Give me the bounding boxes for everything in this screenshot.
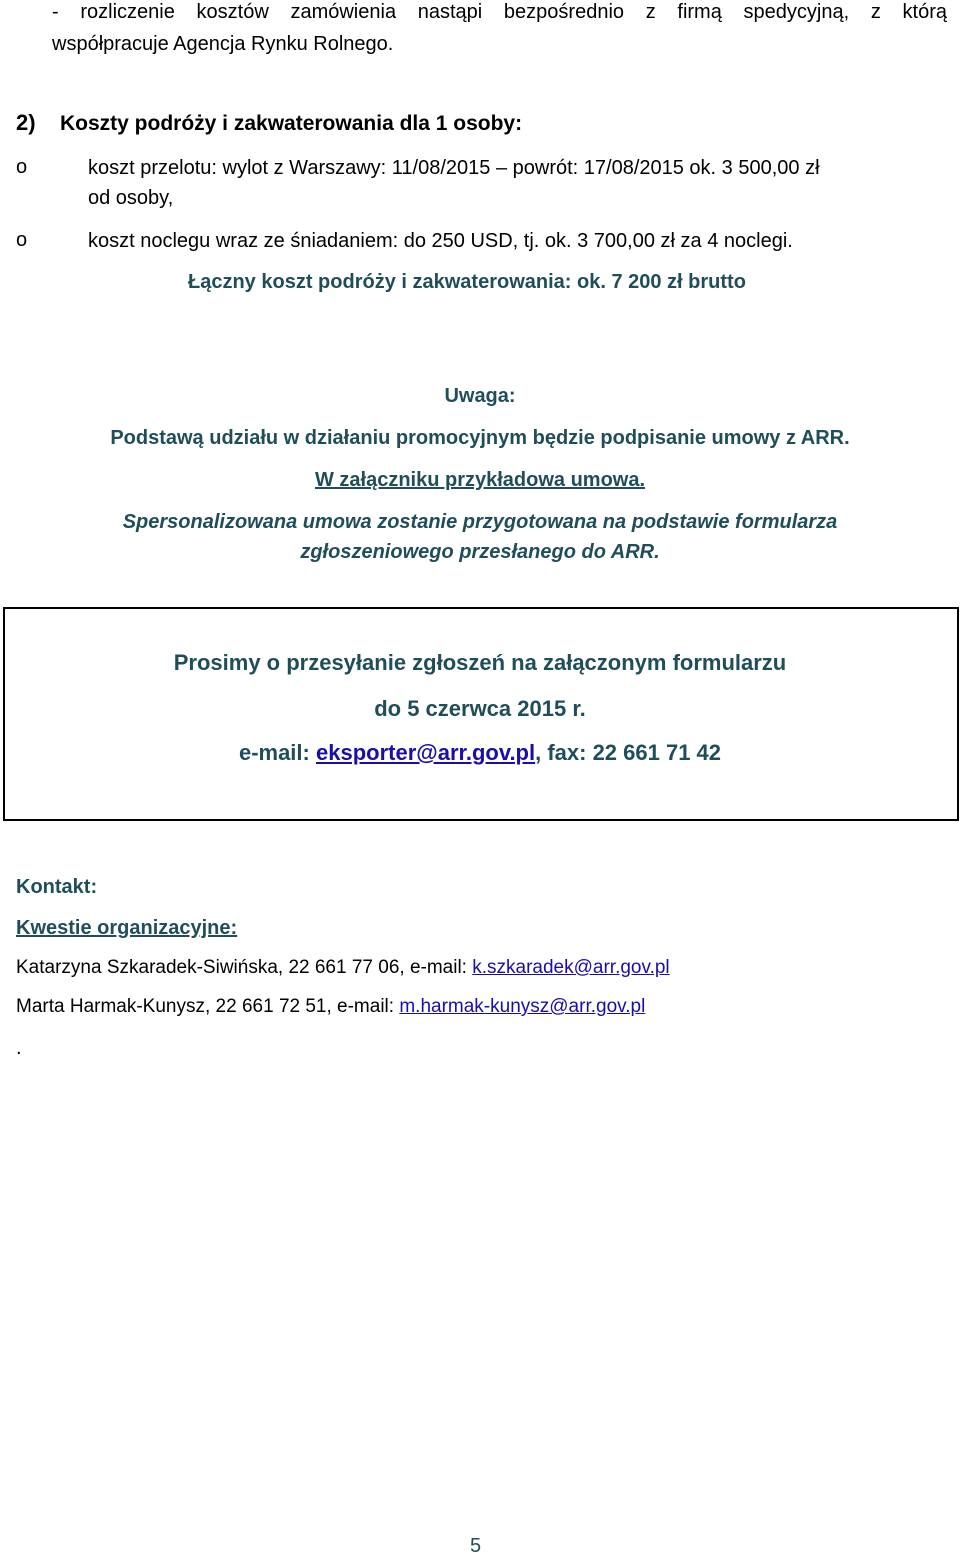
section-heading: Koszty podróży i zakwaterowania dla 1 osoby: (60, 112, 523, 135)
intro-line-2: współpracuje Agencja Rynku Rolnego. (52, 33, 394, 55)
email-link[interactable]: eksporter@arr.gov.pl (315, 740, 536, 765)
box-deadline: do 5 czerwca 2015 r. (374, 696, 586, 721)
note-line-2: W załączniku przykładowa umowa. (314, 469, 646, 491)
contact-person-text: Marta Harmak-Kunysz, 22 661 72 51, e-mail: (16, 996, 400, 1017)
note-line-3: Spersonalizowana umowa zostanie przygotowana na podstawie formularza (122, 511, 838, 533)
trailing-dot: . (16, 1037, 22, 1059)
cost-flight-line-2: od osoby, (88, 187, 174, 209)
contact-subtitle: Kwestie organizacyjne: (16, 917, 238, 939)
contact-person-text: Katarzyna Szkaradek-Siwińska, 22 661 77 06, e-mail: (16, 957, 473, 978)
contact-title: Kontakt: (16, 876, 98, 898)
section-number: 2) (16, 110, 36, 135)
contact-email-link[interactable]: m.harmak-kunysz@arr.gov.pl (399, 996, 646, 1017)
note-title: Uwaga: (444, 385, 516, 407)
contact-person (16, 993, 645, 1021)
box-line-1: Prosimy o przesyłanie zgłoszeń na załączonym formularzu (173, 650, 787, 675)
contact-email-link[interactable]: k.szkaradek@arr.gov.pl (472, 957, 670, 978)
total-cost: Łączny koszt podróży i zakwaterowania: ok. 7 200 zł brutto (188, 271, 746, 293)
box-contact-line (0, 738, 960, 768)
contact-person (16, 954, 670, 982)
page-number: 5 (470, 1535, 482, 1557)
bullet-icon: o (16, 156, 28, 178)
note-line-4: zgłoszeniowego przesłanego do ARR. (300, 541, 660, 563)
intro-line-1: - rozliczenie kosztów zamówienia nastąpi bezpośrednio z firmą spedycyjną, z którą (52, 1, 947, 23)
note-line-1: Podstawą udziału w działaniu promocyjnym będzie podpisanie umowy z ARR. (110, 427, 850, 449)
fax-text: , fax: 22 661 71 42 (535, 740, 722, 765)
email-label: e-mail: (238, 740, 316, 765)
cost-accommodation: koszt noclegu wraz ze śniadaniem: do 250 USD, tj. ok. 3 700,00 zł za 4 noclegi. (88, 230, 793, 252)
bullet-icon: o (16, 229, 28, 251)
cost-flight-line-1: koszt przelotu: wylot z Warszawy: 11/08/2015 – powrót: 17/08/2015 ok. 3 500,00 zł (88, 157, 820, 179)
